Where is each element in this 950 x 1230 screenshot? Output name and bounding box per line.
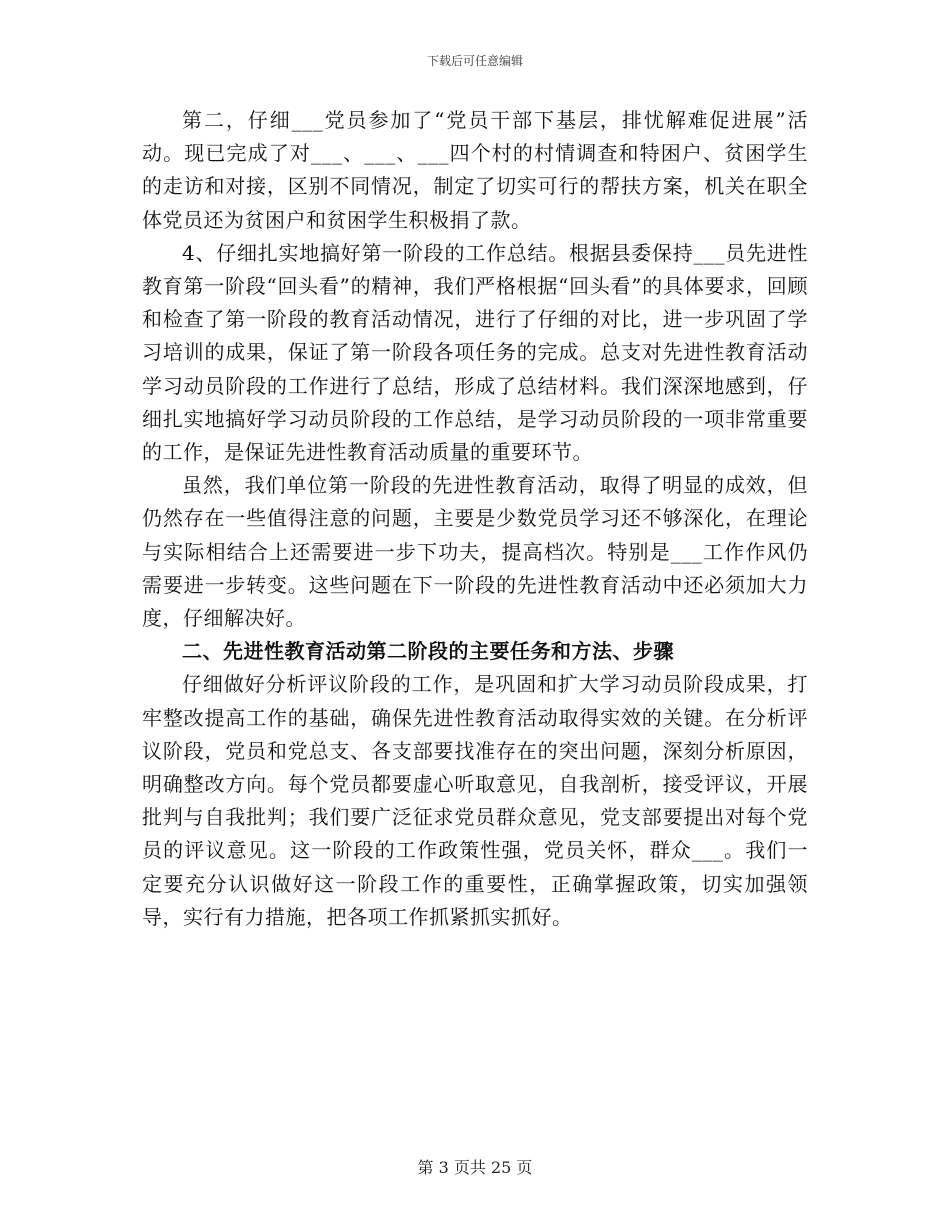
- paragraph-work-summary: 4、仔细扎实地搞好第一阶段的工作总结。根据县委保持___员先进性教育第一阶段“回头看”的精神，我们严格根据“回头看”的具体要求，回顾和检查了第一阶段的教育活动情况，进行了仔细的对比，进一步巩固了学习培训的成果，保证了第一阶段各项任务的完成。总支对先进性教育活动学习动员阶段的工作进行了总结，形成了总结材料。我们深深地感到，仔细扎实地搞好学习动员阶段的工作总结，是学习动员阶段的一项非常重要的工作，是保证先进性教育活动质量的重要环节。: [142, 240, 808, 465]
- paragraph-problems: 虽然，我们单位第一阶段的先进性教育活动，取得了明显的成效，但仍然存在一些值得注意的问题，主要是少数党员学习还不够深化，在理论与实际相结合上还需要进一步下功夫，提高档次。特别是___工作作风仍需要进一步转变。这些问题在下一阶段的先进性教育活动中还必须加大力度，仔细解决好。: [142, 473, 808, 631]
- paragraph-party-activity: 第二，仔细___党员参加了“党员干部下基层，排忧解难促进展”活动。现已完成了对___、___、___四个村的村情调查和特困户、贫困学生的走访和对接，区别不同情况，制定了切实可行的帮扶方案，机关在职全体党员还为贫困户和贫困学生积极捐了款。: [142, 108, 808, 232]
- page-number: 第 3 页共 25 页: [417, 1158, 533, 1177]
- section-heading: 二、先进性教育活动第二阶段的主要任务和方法、步骤: [182, 639, 674, 664]
- page-header: 下载后可任意编辑: [426, 54, 523, 68]
- paragraph-second-stage: 仔细做好分析评议阶段的工作，是巩固和扩大学习动员阶段成果，打牢整改提高工作的基础，确保先进性教育活动取得实效的关键。在分析评议阶段，党员和党总支、各支部要找准存在的突出问题，深刻分析原因，明确整改方向。每个党员都要虚心听取意见，自我剖析，接受评议，开展批判与自我批判；我们要广泛征求党员群众意见，党支部要提出对每个党员的评议意见。这一阶段的工作政策性强，党员关怀，群众___。我们一定要充分认识做好这一阶段工作的重要性，正确掌握政策，切实加强领导，实行有力措施，把各项工作抓紧抓实抓好。: [142, 672, 808, 929]
- document-body: [142, 104, 808, 934]
